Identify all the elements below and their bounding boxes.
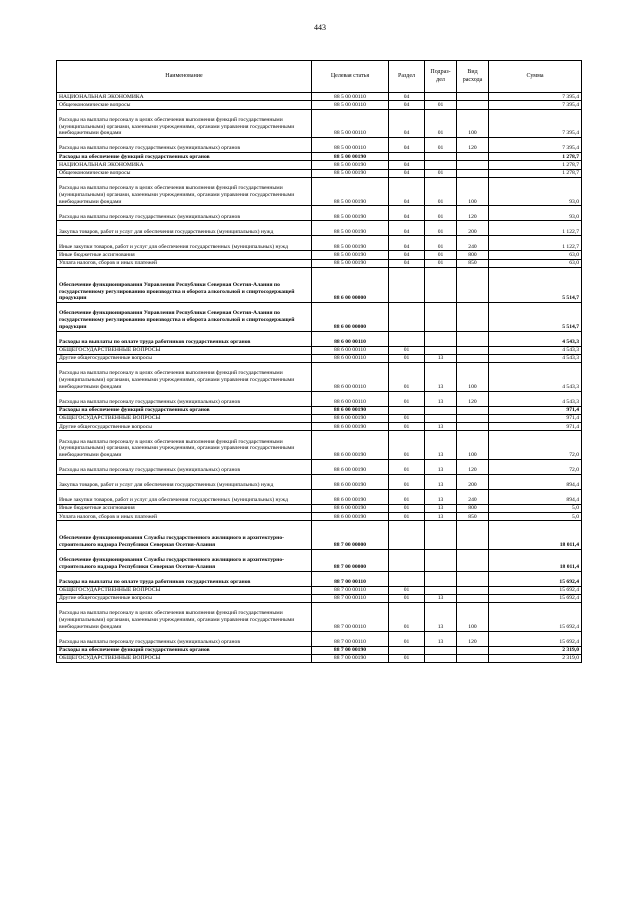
row-expense-type: 120: [457, 206, 489, 221]
row-section: 04: [389, 177, 425, 206]
row-target-article: 88 7 00 00190: [312, 654, 389, 662]
row-sum: 4 543,3: [489, 346, 582, 354]
row-expense-type: [457, 354, 489, 362]
row-subsection: [425, 571, 457, 586]
row-sum: 971,4: [489, 423, 582, 431]
row-subsection: 01: [425, 259, 457, 267]
table-row: [57, 161, 582, 169]
row-expense-type: [457, 303, 489, 332]
row-sum: 63,0: [489, 259, 582, 267]
row-name: Расходы на выплаты персоналу в целях обеспечения выполнения функций государственными (муниципальными) органами, казенными учреждениями, органами управления государственными внебюджетными фондами: [57, 363, 312, 392]
row-section: 04: [389, 161, 425, 169]
row-section: 04: [389, 109, 425, 138]
row-subsection: [425, 161, 457, 169]
table-row: [57, 594, 582, 602]
row-sum: 1 278,7: [489, 169, 582, 177]
row-sum: 7 395,4: [489, 101, 582, 109]
row-target-article: 88 6 00 00190: [312, 406, 389, 414]
row-sum: 18 011,4: [489, 521, 582, 550]
row-subsection: [425, 93, 457, 101]
row-subsection: [425, 406, 457, 414]
row-name: Другие общегосударственные вопросы: [57, 423, 312, 431]
row-name: НАЦИОНАЛЬНАЯ ЭКОНОМИКА: [57, 93, 312, 101]
row-target-article: 88 7 00 00000: [312, 521, 389, 550]
table-row: [57, 221, 582, 236]
row-section: [389, 571, 425, 586]
row-expense-type: 100: [457, 109, 489, 138]
row-target-article: 88 6 00 00110: [312, 331, 389, 346]
header-expense-type: Вид расхода: [457, 61, 489, 93]
row-expense-type: 100: [457, 603, 489, 632]
row-name: Расходы на выплаты персоналу государственных (муниципальных) органов: [57, 206, 312, 221]
row-sum: 1 278,7: [489, 153, 582, 161]
row-sum: 15 692,4: [489, 631, 582, 646]
row-subsection: 01: [425, 206, 457, 221]
row-target-article: 88 7 00 00110: [312, 603, 389, 632]
table-row: [57, 346, 582, 354]
row-subsection: 13: [425, 513, 457, 521]
row-target-article: 88 6 00 00190: [312, 431, 389, 460]
row-section: 04: [389, 259, 425, 267]
row-subsection: 13: [425, 594, 457, 602]
row-expense-type: 100: [457, 431, 489, 460]
row-target-article: 88 6 00 00190: [312, 423, 389, 431]
row-expense-type: [457, 169, 489, 177]
row-sum: 15 692,4: [489, 603, 582, 632]
row-expense-type: 100: [457, 363, 489, 392]
row-subsection: 13: [425, 631, 457, 646]
row-name: Другие общегосударственные вопросы: [57, 354, 312, 362]
row-name: Обеспечение функционирования Управления Республики Северная Осетия-Алания по государственному регулированию производства и оборота алкогольной и спиртосодержащей продукции: [57, 303, 312, 332]
header-subsection: Подраз-дел: [425, 61, 457, 93]
row-section: 01: [389, 654, 425, 662]
row-subsection: [425, 346, 457, 354]
row-expense-type: 100: [457, 177, 489, 206]
row-name: Другие общегосударственные вопросы: [57, 594, 312, 602]
row-sum: 7 395,4: [489, 138, 582, 153]
table-row: [57, 354, 582, 362]
row-target-article: 88 5 00 00110: [312, 138, 389, 153]
table-row: [57, 138, 582, 153]
table-row: [57, 631, 582, 646]
row-section: 04: [389, 251, 425, 259]
row-section: 01: [389, 586, 425, 594]
row-target-article: 88 7 00 00000: [312, 549, 389, 571]
row-name: Обеспечение функционирования Службы государственного жилищного и архитектурно-строительного надзора Республики Северная Осетия-Алания: [57, 549, 312, 571]
row-subsection: 13: [425, 354, 457, 362]
row-target-article: 88 6 00 00190: [312, 474, 389, 489]
row-expense-type: [457, 331, 489, 346]
row-sum: 63,0: [489, 251, 582, 259]
budget-table: [56, 60, 582, 663]
row-target-article: 88 7 00 00110: [312, 594, 389, 602]
row-expense-type: [457, 423, 489, 431]
row-subsection: 13: [425, 363, 457, 392]
row-expense-type: [457, 93, 489, 101]
row-expense-type: 850: [457, 513, 489, 521]
table-row: [57, 654, 582, 662]
row-subsection: [425, 331, 457, 346]
row-section: 01: [389, 513, 425, 521]
row-target-article: 88 6 00 00110: [312, 354, 389, 362]
table-row: [57, 549, 582, 571]
row-section: 01: [389, 346, 425, 354]
row-expense-type: 120: [457, 459, 489, 474]
row-sum: 894,4: [489, 489, 582, 504]
row-name: НАЦИОНАЛЬНАЯ ЭКОНОМИКА: [57, 161, 312, 169]
row-expense-type: 800: [457, 251, 489, 259]
row-subsection: 01: [425, 236, 457, 251]
row-expense-type: [457, 594, 489, 602]
row-sum: 1 122,7: [489, 221, 582, 236]
row-expense-type: [457, 521, 489, 550]
table-row: [57, 414, 582, 422]
row-target-article: 88 6 00 00110: [312, 391, 389, 406]
row-section: [389, 549, 425, 571]
row-expense-type: [457, 406, 489, 414]
table-row: [57, 406, 582, 414]
row-section: 04: [389, 236, 425, 251]
table-row: [57, 391, 582, 406]
row-target-article: 88 7 00 00110: [312, 571, 389, 586]
row-sum: 93,0: [489, 206, 582, 221]
table-row: [57, 267, 582, 302]
row-sum: 93,0: [489, 177, 582, 206]
row-target-article: 88 5 00 00190: [312, 251, 389, 259]
row-target-article: 88 5 00 00190: [312, 177, 389, 206]
row-sum: 2 319,0: [489, 654, 582, 662]
row-target-article: 88 6 00 00190: [312, 513, 389, 521]
row-name: Расходы на выплаты персоналу в целях обеспечения выполнения функций государственными (муниципальными) органами, казенными учреждениями, органами управления государственными внебюджетными фондами: [57, 603, 312, 632]
row-subsection: 13: [425, 603, 457, 632]
row-sum: 971,4: [489, 406, 582, 414]
row-sum: 971,4: [489, 414, 582, 422]
table-body: [57, 93, 582, 663]
row-sum: 5 514,7: [489, 303, 582, 332]
row-name: Расходы на обеспечение функций государственных органов: [57, 406, 312, 414]
row-sum: 5 514,7: [489, 267, 582, 302]
row-name: ОБЩЕГОСУДАРСТВЕННЫЕ ВОПРОСЫ: [57, 346, 312, 354]
row-subsection: 13: [425, 423, 457, 431]
row-target-article: 88 6 00 00190: [312, 459, 389, 474]
row-section: 01: [389, 391, 425, 406]
table-row: [57, 303, 582, 332]
page-number: 443: [314, 23, 326, 32]
row-target-article: 88 5 00 00110: [312, 101, 389, 109]
row-section: [389, 153, 425, 161]
row-name: Расходы на выплаты персоналу в целях обеспечения выполнения функций государственными (муниципальными) органами, казенными учреждениями, органами управления государственными внебюджетными фондами: [57, 431, 312, 460]
row-target-article: 88 6 00 00110: [312, 363, 389, 392]
row-name: Расходы на выплаты персоналу в целях обеспечения выполнения функций государственными (муниципальными) органами, казенными учреждениями, органами управления государственными внебюджетными фондами: [57, 177, 312, 206]
row-sum: 5,0: [489, 513, 582, 521]
table-row: [57, 423, 582, 431]
table-row: [57, 431, 582, 460]
row-expense-type: [457, 414, 489, 422]
table-row: [57, 153, 582, 161]
row-name: Закупка товаров, работ и услуг для обеспечения государственных (муниципальных) нужд: [57, 221, 312, 236]
row-sum: 7 395,4: [489, 93, 582, 101]
table-row: [57, 331, 582, 346]
row-subsection: [425, 586, 457, 594]
table-row: [57, 177, 582, 206]
row-section: 01: [389, 603, 425, 632]
row-subsection: 13: [425, 391, 457, 406]
row-expense-type: [457, 101, 489, 109]
row-expense-type: [457, 654, 489, 662]
row-subsection: 01: [425, 169, 457, 177]
table-row: [57, 206, 582, 221]
row-name: Расходы на выплаты персоналу государственных (муниципальных) органов: [57, 138, 312, 153]
row-section: 01: [389, 363, 425, 392]
row-section: 04: [389, 221, 425, 236]
row-target-article: 88 5 00 00110: [312, 109, 389, 138]
row-target-article: 88 6 00 00190: [312, 504, 389, 512]
row-sum: 5,0: [489, 504, 582, 512]
row-subsection: 13: [425, 459, 457, 474]
row-sum: 4 543,3: [489, 354, 582, 362]
row-target-article: 88 6 00 00190: [312, 414, 389, 422]
row-expense-type: 240: [457, 489, 489, 504]
row-subsection: 01: [425, 251, 457, 259]
row-section: 04: [389, 206, 425, 221]
table-row: [57, 474, 582, 489]
row-subsection: [425, 646, 457, 654]
row-name: Обеспечение функционирования Службы государственного жилищного и архитектурно-строительного надзора Республики Северная Осетия-Алания: [57, 521, 312, 550]
row-section: 04: [389, 169, 425, 177]
table-row: [57, 489, 582, 504]
row-subsection: [425, 521, 457, 550]
row-subsection: 13: [425, 474, 457, 489]
row-name: Общеэкономические вопросы: [57, 169, 312, 177]
row-name: Обеспечение функционирования Управления Республики Северная Осетия-Алания по государственному регулированию производства и оборота алкогольной и спиртосодержащей продукции: [57, 267, 312, 302]
table-row: [57, 521, 582, 550]
row-name: Расходы на выплаты по оплате труда работников государственных органов: [57, 571, 312, 586]
row-expense-type: [457, 646, 489, 654]
row-target-article: 88 5 00 00190: [312, 236, 389, 251]
row-name: Закупка товаров, работ и услуг для обеспечения государственных (муниципальных) нужд: [57, 474, 312, 489]
row-sum: 18 011,4: [489, 549, 582, 571]
row-expense-type: [457, 153, 489, 161]
table-row: [57, 586, 582, 594]
row-target-article: 88 7 00 00110: [312, 586, 389, 594]
row-sum: 4 543,3: [489, 391, 582, 406]
row-section: 01: [389, 414, 425, 422]
row-sum: 4 543,3: [489, 363, 582, 392]
row-name: Расходы на выплаты персоналу государственных (муниципальных) органов: [57, 459, 312, 474]
row-expense-type: [457, 549, 489, 571]
row-sum: 4 543,3: [489, 331, 582, 346]
row-name: Иные бюджетные ассигнования: [57, 504, 312, 512]
row-expense-type: 120: [457, 631, 489, 646]
row-sum: 15 692,4: [489, 586, 582, 594]
table-header-row: [57, 61, 582, 93]
table-row: [57, 259, 582, 267]
table-row: [57, 571, 582, 586]
table-row: [57, 251, 582, 259]
table-row: [57, 101, 582, 109]
header-section: Раздел: [389, 61, 425, 93]
row-expense-type: [457, 267, 489, 302]
row-subsection: 01: [425, 138, 457, 153]
row-name: ОБЩЕГОСУДАРСТВЕННЫЕ ВОПРОСЫ: [57, 414, 312, 422]
row-subsection: 13: [425, 504, 457, 512]
row-subsection: [425, 267, 457, 302]
row-expense-type: 800: [457, 504, 489, 512]
header-sum: Сумма: [489, 61, 582, 93]
row-subsection: 01: [425, 101, 457, 109]
row-section: [389, 303, 425, 332]
row-target-article: 88 5 00 00190: [312, 169, 389, 177]
row-sum: 2 319,0: [489, 646, 582, 654]
row-subsection: [425, 549, 457, 571]
row-sum: 72,0: [489, 459, 582, 474]
row-target-article: 88 5 00 00190: [312, 153, 389, 161]
row-subsection: 01: [425, 221, 457, 236]
table-row: [57, 109, 582, 138]
row-name: Расходы на выплаты персоналу государственных (муниципальных) органов: [57, 631, 312, 646]
row-expense-type: 120: [457, 391, 489, 406]
row-target-article: 88 6 00 00110: [312, 346, 389, 354]
header-name: Наименование: [57, 61, 312, 93]
row-expense-type: 240: [457, 236, 489, 251]
row-name: Уплата налогов, сборов и иных платежей: [57, 259, 312, 267]
table-row: [57, 363, 582, 392]
row-sum: 1 122,7: [489, 236, 582, 251]
row-section: 04: [389, 138, 425, 153]
row-name: Иные закупки товаров, работ и услуг для обеспечения государственных (муниципальных) нужд: [57, 236, 312, 251]
row-sum: 15 692,4: [489, 571, 582, 586]
row-name: Расходы на обеспечение функций государственных органов: [57, 153, 312, 161]
row-expense-type: 850: [457, 259, 489, 267]
row-expense-type: [457, 586, 489, 594]
table-row: [57, 603, 582, 632]
row-name: Общеэкономические вопросы: [57, 101, 312, 109]
row-expense-type: [457, 571, 489, 586]
row-subsection: 13: [425, 431, 457, 460]
row-target-article: 88 6 00 00000: [312, 303, 389, 332]
row-name: Уплата налогов, сборов и иных платежей: [57, 513, 312, 521]
row-sum: 894,4: [489, 474, 582, 489]
row-section: [389, 406, 425, 414]
row-subsection: 01: [425, 109, 457, 138]
table-row: [57, 459, 582, 474]
row-name: Расходы на обеспечение функций государственных органов: [57, 646, 312, 654]
table-row: [57, 169, 582, 177]
row-expense-type: [457, 161, 489, 169]
row-name: Расходы на выплаты персоналу в целях обеспечения выполнения функций государственными (муниципальными) органами, казенными учреждениями, органами управления государственными внебюджетными фондами: [57, 109, 312, 138]
row-expense-type: 200: [457, 474, 489, 489]
row-target-article: 88 7 00 00190: [312, 646, 389, 654]
row-subsection: [425, 654, 457, 662]
table-row: [57, 236, 582, 251]
row-section: 01: [389, 594, 425, 602]
row-section: 04: [389, 93, 425, 101]
row-name: Расходы на выплаты по оплате труда работников государственных органов: [57, 331, 312, 346]
row-name: Расходы на выплаты персоналу государственных (муниципальных) органов: [57, 391, 312, 406]
row-target-article: 88 5 00 00190: [312, 259, 389, 267]
row-section: [389, 521, 425, 550]
row-section: 01: [389, 489, 425, 504]
row-sum: 72,0: [489, 431, 582, 460]
row-subsection: [425, 153, 457, 161]
row-expense-type: [457, 346, 489, 354]
row-section: 01: [389, 504, 425, 512]
row-section: [389, 646, 425, 654]
row-section: [389, 331, 425, 346]
row-subsection: 13: [425, 489, 457, 504]
row-section: 04: [389, 101, 425, 109]
header-target-article: Целевая статья: [312, 61, 389, 93]
row-expense-type: 120: [457, 138, 489, 153]
row-target-article: 88 6 00 00190: [312, 489, 389, 504]
row-target-article: 88 5 00 00190: [312, 206, 389, 221]
row-subsection: [425, 303, 457, 332]
row-section: 01: [389, 431, 425, 460]
row-section: 01: [389, 631, 425, 646]
row-sum: 1 278,7: [489, 161, 582, 169]
table-row: [57, 93, 582, 101]
row-name: ОБЩЕГОСУДАРСТВЕННЫЕ ВОПРОСЫ: [57, 586, 312, 594]
table-row: [57, 504, 582, 512]
row-expense-type: 200: [457, 221, 489, 236]
row-target-article: 88 6 00 00000: [312, 267, 389, 302]
row-target-article: 88 5 00 00190: [312, 221, 389, 236]
table-row: [57, 646, 582, 654]
row-target-article: 88 5 00 00110: [312, 93, 389, 101]
row-subsection: [425, 414, 457, 422]
row-sum: 7 395,4: [489, 109, 582, 138]
row-section: 01: [389, 354, 425, 362]
row-name: Иные закупки товаров, работ и услуг для обеспечения государственных (муниципальных) нужд: [57, 489, 312, 504]
row-section: 01: [389, 423, 425, 431]
row-name: ОБЩЕГОСУДАРСТВЕННЫЕ ВОПРОСЫ: [57, 654, 312, 662]
row-sum: 15 692,4: [489, 594, 582, 602]
row-section: 01: [389, 459, 425, 474]
row-target-article: 88 7 00 00110: [312, 631, 389, 646]
row-name: Иные бюджетные ассигнования: [57, 251, 312, 259]
row-subsection: 01: [425, 177, 457, 206]
row-target-article: 88 5 00 00190: [312, 161, 389, 169]
row-section: 01: [389, 474, 425, 489]
table-row: [57, 513, 582, 521]
row-section: [389, 267, 425, 302]
